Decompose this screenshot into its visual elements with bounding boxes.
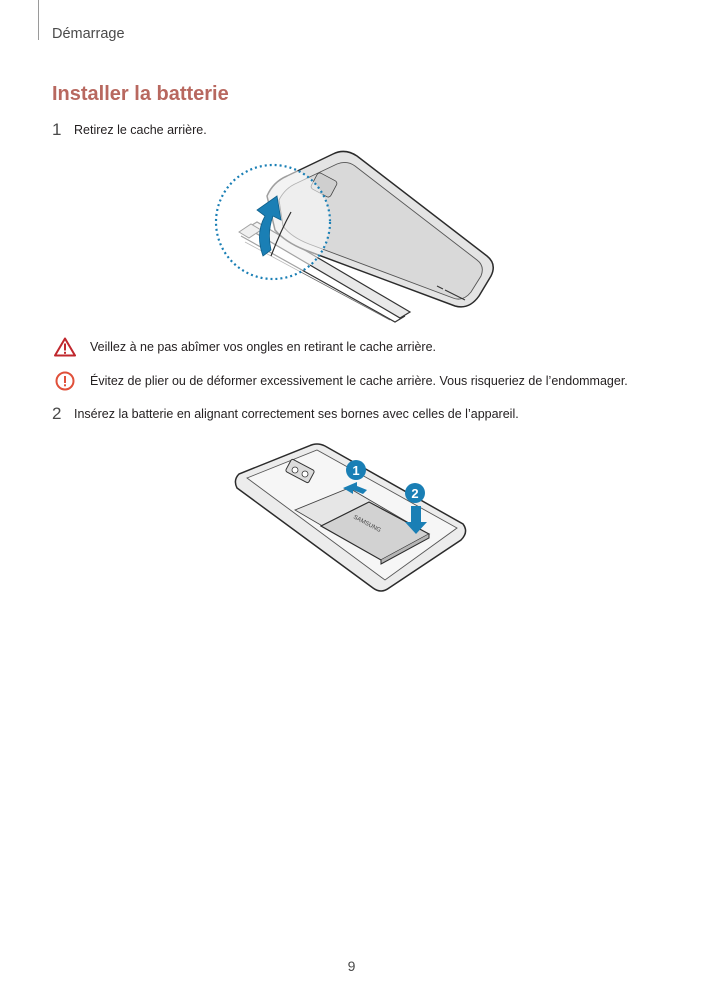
step-text: Insérez la batterie en alignant correctement ses bornes avec celles de l’appareil. — [74, 407, 519, 421]
step-1 — [52, 120, 207, 140]
step-2 — [52, 404, 519, 424]
caution-text: Évitez de plier ou de déformer excessivement le cache arrière. Vous risqueriez de l’endommager. — [90, 374, 628, 388]
callout-1: 1 — [352, 463, 360, 478]
step-number: 2 — [52, 404, 62, 423]
margin-rule — [38, 0, 39, 40]
illustration-remove-cover — [205, 150, 505, 330]
battery-insert-illustration — [225, 440, 475, 595]
step-number: 1 — [52, 120, 62, 139]
callout-2: 2 — [411, 486, 419, 501]
warning-note — [54, 337, 436, 357]
step-text: Retirez le cache arrière. — [74, 123, 207, 137]
running-header: Démarrage — [52, 26, 125, 42]
page-number: 9 — [347, 958, 356, 974]
battery-brand-label: SAMSUNG — [352, 514, 382, 535]
warning-triangle-icon — [54, 337, 76, 357]
warning-text: Veillez à ne pas abîmer vos ongles en retirant le cache arrière. — [90, 340, 437, 354]
section-title: Installer la batterie — [52, 83, 229, 105]
caution-exclamation-icon — [54, 371, 76, 391]
back-cover-illustration — [205, 150, 505, 325]
caution-note — [54, 371, 628, 391]
illustration-insert-battery — [225, 440, 475, 600]
